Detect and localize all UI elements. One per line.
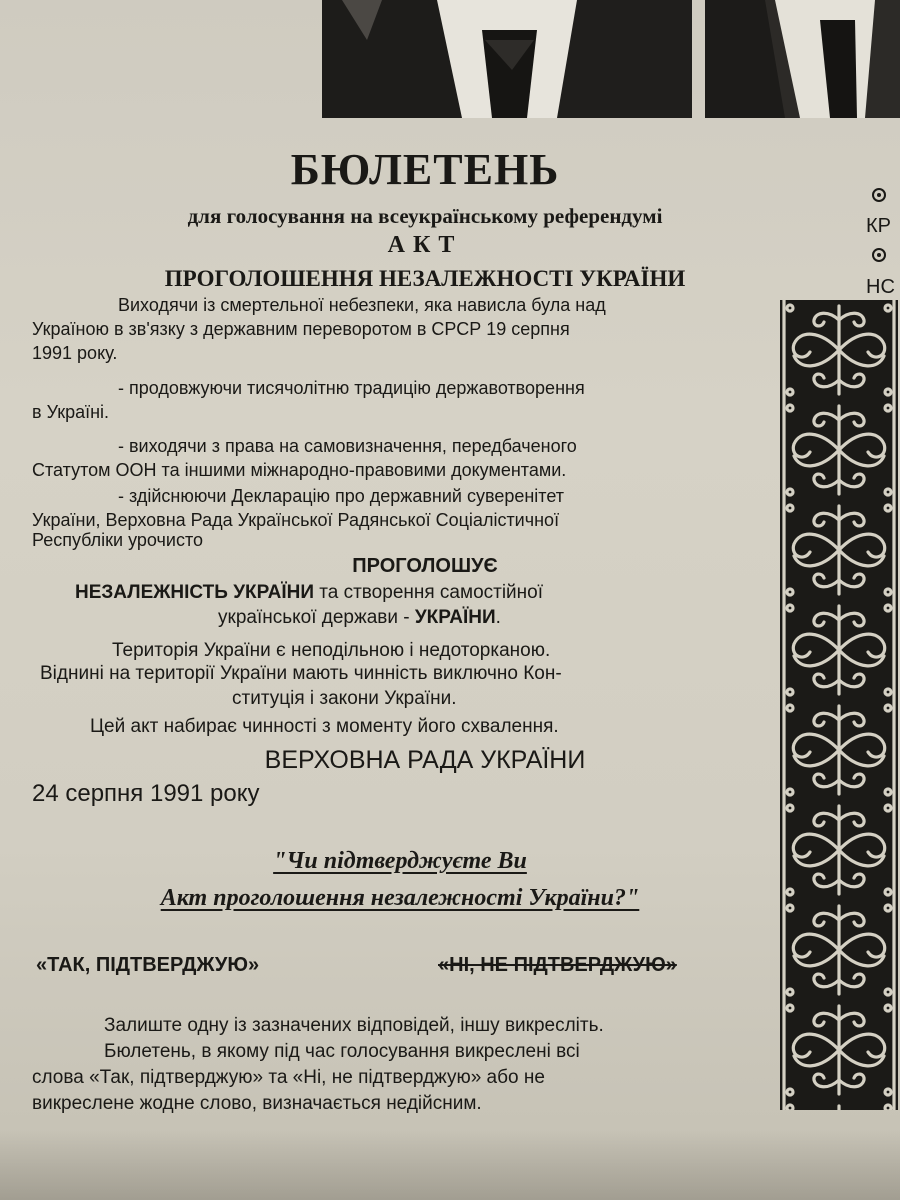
act-date: 24 серпня 1991 року (32, 780, 260, 807)
state-bold: УКРАЇНИ (414, 607, 496, 628)
question-line-2: Акт проголошення незалежності України?" (160, 885, 640, 911)
instruction-line: Бюлетень, в якому під час голосування викреслені всі (104, 1041, 580, 1062)
independence-line (75, 582, 543, 604)
margin-text-1: КР (866, 215, 891, 237)
body-line: - виходячи з права на самовизначення, передбаченого (118, 436, 577, 456)
council-name: ВЕРХОВНА РАДА УКРАЇНИ (264, 746, 586, 774)
state-end: . (495, 607, 501, 628)
laws-line-1: Віднині на території України мають чинність виключно Кон- (40, 663, 562, 684)
body-line: - здійснюючи Декларацію про державний суверенітет (118, 486, 565, 506)
body-line: Виходячи із смертельної небезпеки, яка нависла була над (118, 295, 606, 315)
body-line: Статутом ООН та іншими міжнародно-правовими документами. (32, 460, 567, 480)
independence-bold: НЕЗАЛЕЖНІСТЬ УКРАЇНИ (75, 582, 314, 603)
act-heading: ПРОГОЛОШЕННЯ НЕЗАЛЕЖНОСТІ УКРАЇНИ (164, 266, 686, 291)
proclaims-word: ПРОГОЛОШУЄ (352, 555, 498, 577)
question-line-1: "Чи підтверджуєте Ви (273, 848, 527, 874)
territory-line: Територія України є неподільною і недоторканою. (112, 640, 551, 661)
independence-rest: та створення самостійної (313, 582, 544, 603)
instruction-line: Залиште одну із зазначених відповідей, іншу викресліть. (104, 1015, 604, 1036)
photo-portrait-left (322, 0, 692, 118)
body-line: в Україні. (32, 402, 110, 422)
instruction-line: викреслене жодне слово, визначається недійсним. (32, 1093, 482, 1114)
bullet-icon (872, 188, 886, 202)
margin-text-2: НС (866, 276, 895, 298)
answer-yes: «ТАК, ПІДТВЕРДЖУЮ» (36, 954, 260, 976)
body-line: Республіки урочисто (32, 530, 204, 550)
body-line: України, Верховна Рада Української Радянської Соціалістичної (32, 510, 560, 530)
body-line: - продовжуючи тисячолітню традицію державотворення (118, 378, 585, 398)
answer-no-crossed: «НІ, НЕ ПІДТВЕРДЖУЮ» (438, 954, 677, 976)
bullet-icon (872, 248, 886, 262)
ballot-title: БЮЛЕТЕНЬ (290, 145, 560, 194)
body-line: 1991 року. (32, 343, 118, 363)
state-line (218, 607, 501, 629)
body-line: Україною в зв'язку з державним переворотом в СРСР 19 серпня (32, 319, 570, 339)
effect-line: Цей акт набирає чинності з моменту його схвалення. (90, 716, 559, 737)
photo-portrait-right (705, 0, 900, 118)
laws-line-2: ституція і закони України. (232, 688, 457, 709)
ornament-border (780, 300, 898, 1110)
instruction-line: слова «Так, підтверджую» та «Ні, не підтверджую» або не (32, 1067, 545, 1088)
act-label: АКТ (387, 232, 463, 258)
ballot-subtitle: для голосування на всеукраїнському референдумі (187, 204, 663, 228)
state-line-start: української держави - (218, 607, 415, 628)
